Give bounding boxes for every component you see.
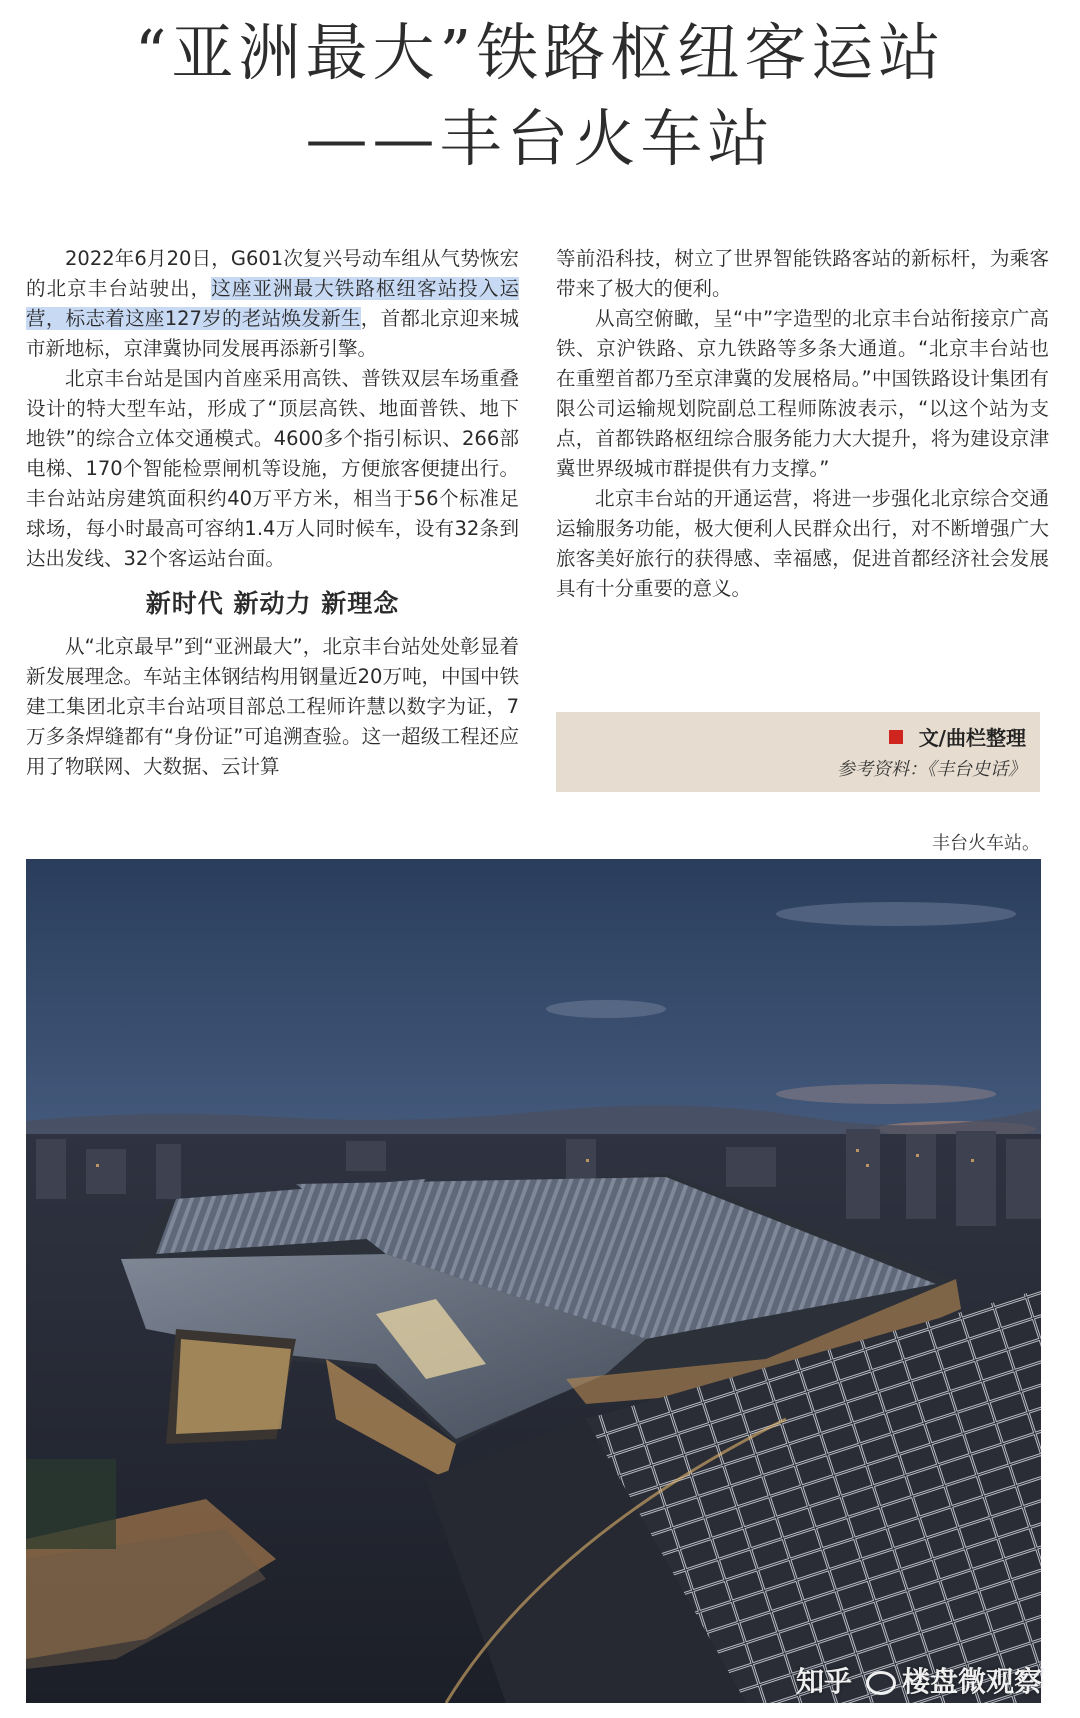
credit-box [556,712,1040,792]
section-heading: 新时代 新动力 新理念 [145,589,400,618]
photo-caption: 丰台火车站。 [932,833,1040,854]
author-credit [556,724,1026,752]
reference-credit: 参考资料：《丰台史话》 [837,759,1026,780]
paragraph-1 [26,244,519,364]
watermark-account: 楼盘微观察 [901,1665,1042,1698]
article-subtitle: ——丰台火车站 [305,102,775,175]
right-column [556,244,1049,604]
watermark-site: 知乎 [795,1665,852,1698]
article-title: “亚洲最大”铁路枢纽客运站 [134,16,946,89]
station-photo [26,859,1041,1703]
paragraph-4: 从高空俯瞰，呈“中”字造型的北京丰台站衔接京广高铁、京沪铁路、京九铁路等多条大通道。“北京丰台站也在重塑首都乃至京津冀的发展格局。”中国铁路设计集团有限公司运输规划院副总工程师陈波表示，“以这个站为支点，首都铁路枢纽综合服务能力大大提升，将为建设京津冀世界级城市群提供有力支撑。” [556,307,1049,480]
paragraph-3: 从“北京最早”到“亚洲最大”，北京丰台站处处彰显着新发展理念。车站主体钢结构用钢量近20万吨，中国中铁建工集团北京丰台站项目部总工程师许慧以数字为证，7万多条焊缝都有“身份证”可追溯查验。这一超级工程还应用了物联网、大数据、云计算 [26,635,519,778]
highlighted-text[interactable]: 这座亚洲最大铁路枢纽客站投入运营，标志着这座127岁的老站焕发新生 [26,277,519,330]
paragraph-5: 北京丰台站的开通运营，将进一步强化北京综合交通运输服务功能，极大便利人民群众出行，对不断增强广大旅客美好旅行的获得感、幸福感，促进首都经济社会发展具有十分重要的意义。 [556,487,1049,600]
station-aerial-illustration [26,859,1041,1703]
zhihu-user-icon [866,1671,896,1695]
paragraph-1-end: ，首都北京迎来城市新地标，京津冀协同发展再添新引擎。 [26,307,519,360]
author-text: 文/曲栏整理 [918,726,1026,750]
paragraph-3-continued: 等前沿科技，树立了世界智能铁路客站的新标杆，为乘客带来了极大的便利。 [556,247,1049,300]
paragraph-2: 北京丰台站是国内首座采用高铁、普铁双层车场重叠设计的特大型车站，形成了“顶层高铁、地面普铁、地下地铁”的综合立体交通模式。4600多个指引标识、266部电梯、170个智能检票闸机等设施，方便旅客便捷出行。丰台站站房建筑面积约40万平方米，相当于56个标准足球场，每小时最高可容纳1.4万人同时候车，设有32条到达出发线、32个客运站台面。 [26,367,519,570]
watermark [796,1660,1042,1700]
paragraph-1-start: 2022年6月20日，G601次复兴号动车组从气势恢宏的北京丰台站驶出， [26,247,519,300]
red-square-icon [889,730,903,744]
left-column [26,244,519,782]
